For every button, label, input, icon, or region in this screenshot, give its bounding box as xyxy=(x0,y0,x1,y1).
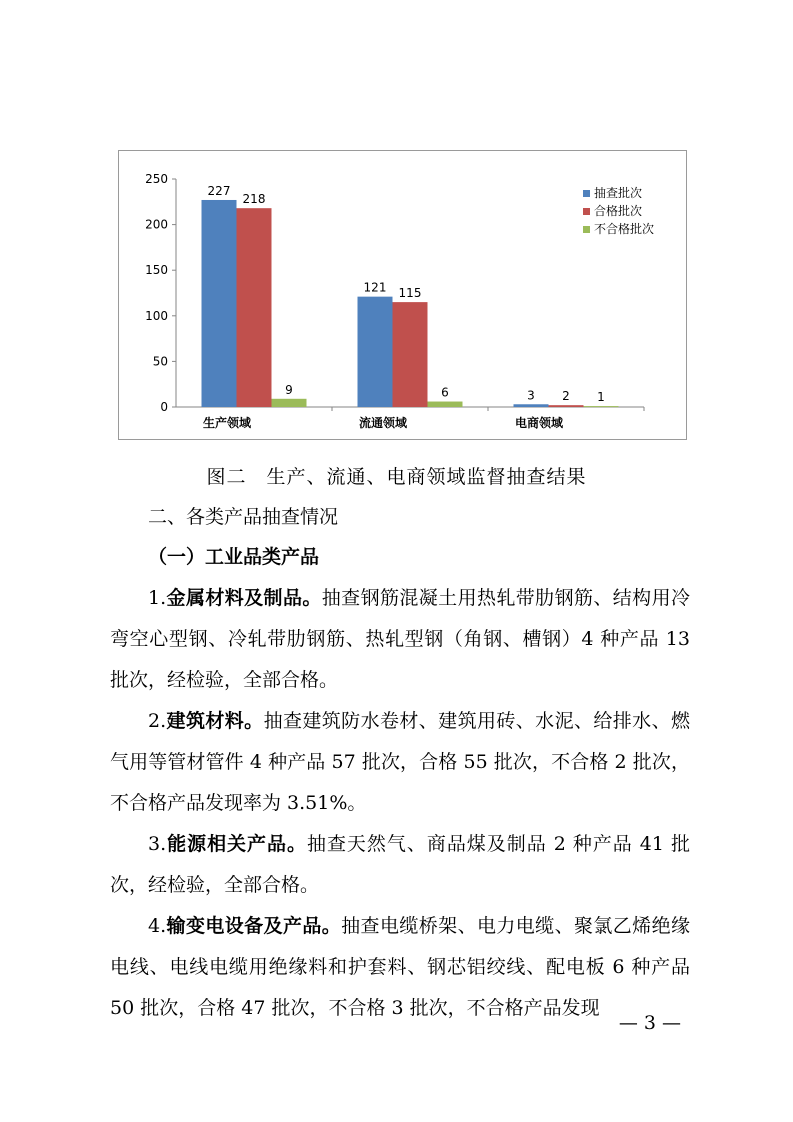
legend-label: 不合格批次 xyxy=(594,222,655,236)
legend-label: 抽查批次 xyxy=(594,186,643,200)
bar xyxy=(393,302,428,407)
y-tick-label: 150 xyxy=(145,263,168,278)
data-label: 3 xyxy=(527,388,535,403)
item-4-title: 输变电设备及产品。 xyxy=(166,915,342,937)
item-4-body: 抽查电缆桥架、电力电缆、聚氯乙烯绝缘电线、电线电缆用绝缘料和护套料、钢芯铝绞线、配电板 6 种产品 50 批次，合格 47 批次，不合格 3 批次，不合格产品发现 xyxy=(110,915,690,1019)
bar xyxy=(584,406,619,407)
data-label: 6 xyxy=(441,385,449,400)
y-tick-label: 200 xyxy=(145,217,168,232)
legend-swatch xyxy=(583,208,590,215)
bar xyxy=(358,297,393,407)
item-2-number: 2. xyxy=(148,710,167,732)
item-3-number: 3. xyxy=(148,833,167,855)
data-label: 121 xyxy=(363,280,387,295)
page-number: — 3 — xyxy=(618,1012,681,1034)
bar xyxy=(514,404,549,407)
item-2-body: 抽查建筑防水卷材、建筑用砖、水泥、给排水、燃气用等管材管件 4 种产品 57 批次，合格 55 批次，不合格 2 批次，不合格产品发现率为 3.51%。 xyxy=(110,710,690,814)
y-tick-label: 50 xyxy=(152,354,168,369)
data-label: 115 xyxy=(398,286,422,301)
data-label: 1 xyxy=(597,390,605,405)
y-tick-label: 250 xyxy=(145,172,168,186)
item-1-title: 金属材料及制品。 xyxy=(166,587,322,609)
bar xyxy=(237,208,272,407)
legend-label: 合格批次 xyxy=(594,204,643,218)
y-tick-label: 0 xyxy=(160,400,168,414)
bar xyxy=(428,402,463,407)
x-tick-label: 生产领域 xyxy=(202,416,252,430)
item-1-body: 抽查钢筋混凝土用热轧带肋钢筋、结构用冷弯空心型钢、冷轧带肋钢筋、热轧型钢（角钢、槽钢）4 种产品 13 批次，经检验，全部合格。 xyxy=(110,587,690,691)
chart-svg xyxy=(119,151,686,439)
data-label: 218 xyxy=(242,192,266,207)
bar xyxy=(272,399,307,407)
data-label: 227 xyxy=(207,183,231,198)
item-4 xyxy=(110,906,690,1029)
item-2 xyxy=(110,701,690,824)
x-tick-label: 流通领域 xyxy=(358,416,408,430)
x-tick-label: 电商领域 xyxy=(514,416,564,430)
data-label: 2 xyxy=(562,389,570,404)
item-3-body: 抽查天然气、商品煤及制品 2 种产品 41 批次，经检验，全部合格。 xyxy=(110,833,690,896)
data-label: 9 xyxy=(285,382,293,397)
figure-caption: 图二 生产、流通、电商领域监督抽查结果 xyxy=(206,466,587,488)
subsection-title: （一）工业品类产品 xyxy=(148,546,320,568)
legend-swatch xyxy=(583,226,590,233)
item-1 xyxy=(110,578,690,701)
bar-chart xyxy=(118,150,687,440)
item-4-number: 4. xyxy=(148,915,167,937)
legend-swatch xyxy=(583,190,590,197)
section-title: 二、各类产品抽查情况 xyxy=(148,506,339,528)
y-tick-label: 100 xyxy=(145,308,168,323)
bar xyxy=(549,405,584,407)
item-2-title: 建筑材料。 xyxy=(166,710,264,732)
item-3-title: 能源相关产品。 xyxy=(166,833,307,855)
bar xyxy=(202,200,237,407)
item-1-number: 1. xyxy=(148,587,167,609)
item-3 xyxy=(110,824,690,906)
